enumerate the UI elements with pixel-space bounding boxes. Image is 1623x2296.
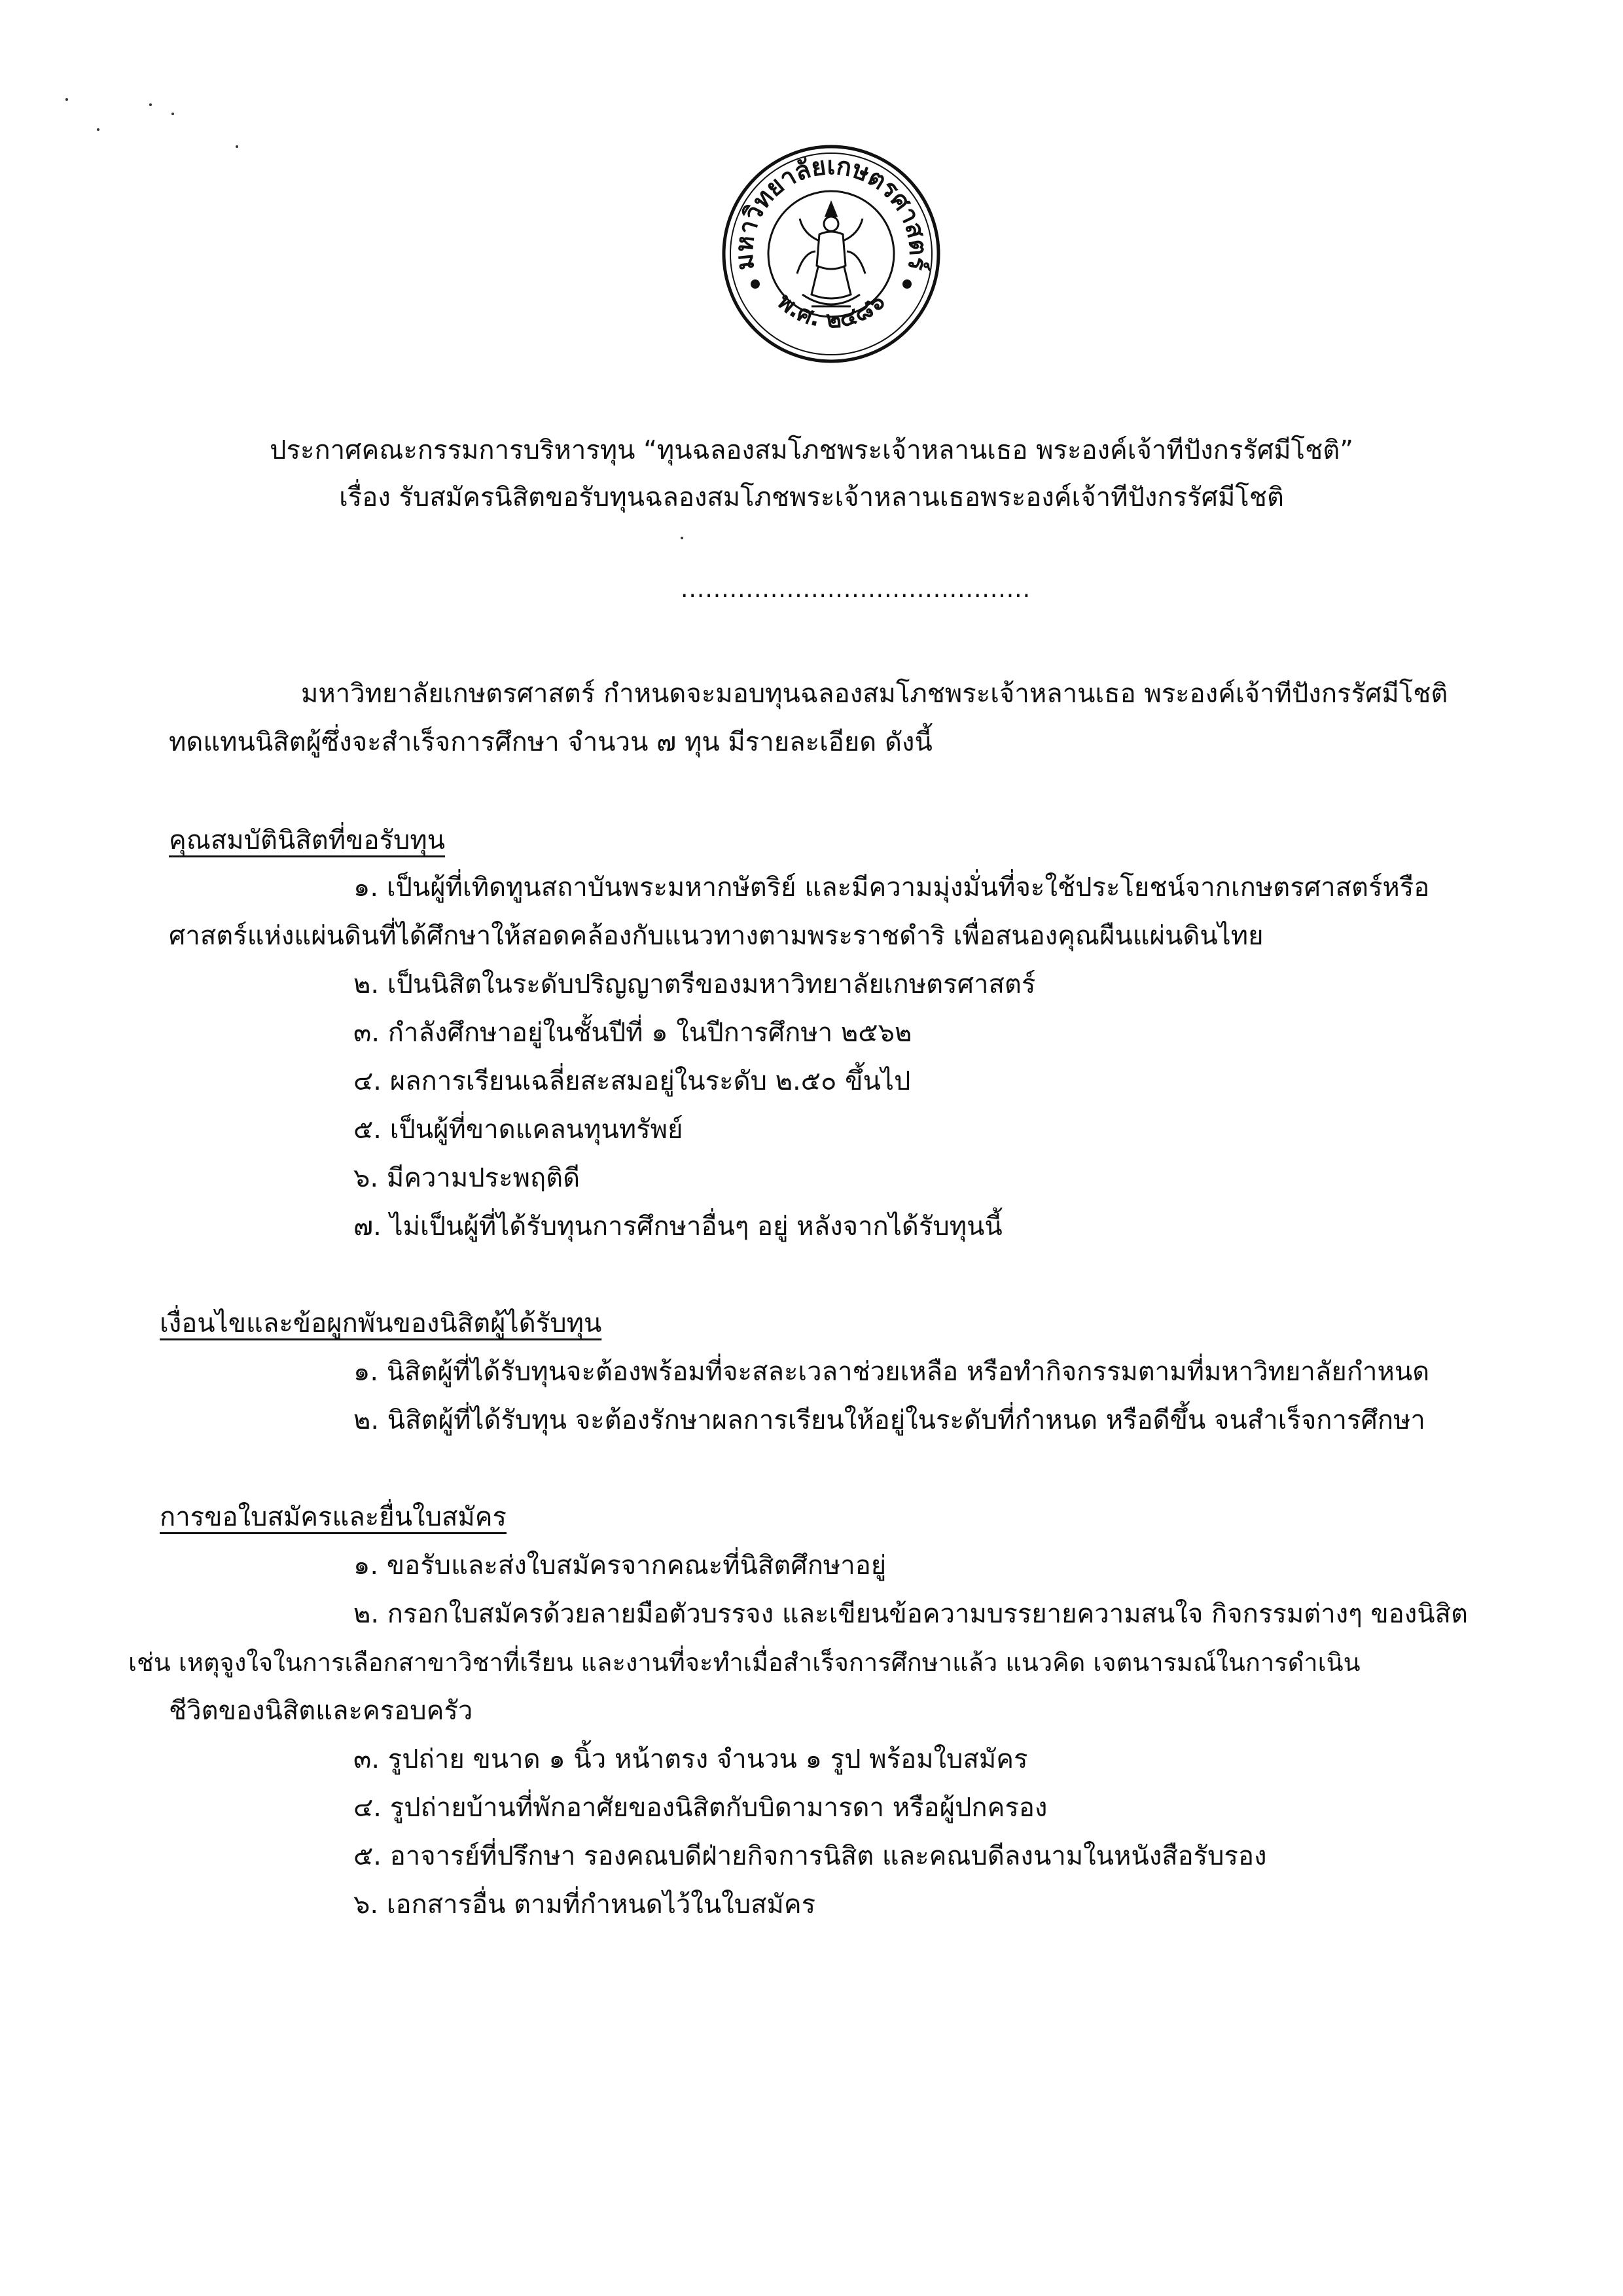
list-item: ๒. นิสิตผู้ที่ได้รับทุน จะต้องรักษาผลการเรียนให้อยู่ในระดับที่กำหนด หรือดีขึ้น จนสำเร็จการศึกษา: [353, 1405, 1425, 1435]
list-item: ๓. กำลังศึกษาอยู่ในชั้นปีที่ ๑ ในปีการศึกษา ๒๕๖๒: [353, 1018, 912, 1048]
intro-line: ทดแทนนิสิตผู้ซึ่งจะสำเร็จการศึกษา จำนวน ๗ ทุน มีรายละเอียด ดังนี้: [169, 727, 933, 757]
scan-speck: [681, 537, 683, 539]
scan-speck: [149, 103, 152, 106]
section-heading-qualifications: คุณสมบัตินิสิตที่ขอรับทุน: [169, 825, 446, 855]
list-item: ๔. ผลการเรียนเฉลี่ยสะสมอยู่ในระดับ ๒.๕๐ ขึ้นไป: [353, 1066, 911, 1096]
list-item: ๑. นิสิตผู้ที่ได้รับทุนจะต้องพร้อมที่จะสละเวลาช่วยเหลือ หรือทำกิจกรรมตามที่มหาวิทยาลัยกำหนด: [353, 1357, 1430, 1387]
scan-speck: [171, 113, 174, 115]
list-item: ๗. ไม่เป็นผู้ที่ได้รับทุนการศึกษาอื่นๆ อยู่ หลังจากได้รับทุนนี้: [353, 1211, 1003, 1242]
scan-speck: [65, 98, 68, 101]
list-item: ๒. เป็นนิสิตในระดับปริญญาตรีของมหาวิทยาลัยเกษตรศาสตร์: [353, 969, 1036, 999]
svg-text:มหาวิทยาลัยเกษตรศาสตร์: มหาวิทยาลัยเกษตรศาสตร์: [729, 151, 933, 272]
list-item: ๖. มีความประพฤติดี: [353, 1163, 580, 1193]
list-item: ๒. กรอกใบสมัครด้วยลายมือตัวบรรจง และเขียนข้อความบรรยายความสนใจ กิจกรรมต่างๆ ของนิสิต: [353, 1599, 1469, 1629]
section-heading-conditions: เงื่อนไขและข้อผูกพันของนิสิตผู้ได้รับทุน: [160, 1308, 602, 1338]
section-heading-application: การขอใบสมัครและยื่นใบสมัคร: [160, 1502, 507, 1532]
university-seal-logo: [720, 143, 942, 365]
list-item-continuation: ชีวิตของนิสิตและครอบครัว: [169, 1696, 473, 1726]
list-item: ๔. รูปถ่ายบ้านที่พักอาศัยของนิสิตกับบิดามารดา หรือผู้ปกครอง: [353, 1793, 1048, 1823]
title-divider: ...........................................: [681, 576, 1031, 603]
list-item: ๕. อาจารย์ที่ปรึกษา รองคณบดีฝ่ายกิจการนิสิต และคณบดีลงนามในหนังสือรับรอง: [353, 1841, 1267, 1871]
list-item: ๓. รูปถ่าย ขนาด ๑ นิ้ว หน้าตรง จำนวน ๑ รูป พร้อมใบสมัคร: [353, 1744, 1028, 1774]
announcement-title: ประกาศคณะกรรมการบริหารทุน “ทุนฉลองสมโภชพระเจ้าหลานเธอ พระองค์เจ้าทีปังกรรัศมีโชติ”: [270, 435, 1353, 465]
list-item: ๖. เอกสารอื่น ตามที่กำหนดไว้ในใบสมัคร: [353, 1890, 816, 1920]
list-item-continuation: ศาสตร์แห่งแผ่นดินที่ได้ศึกษาให้สอดคล้องกับแนวทางตามพระราชดำริ เพื่อสนองคุณผืนแผ่นดินไทย: [169, 921, 1264, 951]
list-item: ๑. ขอรับและส่งใบสมัครจากคณะที่นิสิตศึกษาอยู่: [353, 1551, 887, 1581]
announcement-subject: เรื่อง รับสมัครนิสิตขอรับทุนฉลองสมโภชพระเจ้าหลานเธอพระองค์เจ้าทีปังกรรัศมีโชติ: [339, 482, 1284, 512]
list-item-continuation: เช่น เหตุจูงใจในการเลือกสาขาวิชาที่เรียน และงานที่จะทำเมื่อสำเร็จการศึกษาแล้ว แนวคิด เจตนารมณ์ในการดำเนิน: [128, 1648, 1361, 1677]
scan-speck: [236, 145, 238, 148]
list-item: ๕. เป็นผู้ที่ขาดแคลนทุนทรัพย์: [353, 1115, 683, 1145]
scan-speck: [97, 128, 99, 131]
list-item: ๑. เป็นผู้ที่เทิดทูนสถาบันพระมหากษัตริย์ และมีความมุ่งมั่นที่จะใช้ประโยชน์จากเกษตรศาสตร์หรือ: [353, 872, 1430, 903]
svg-text:พ.ศ. ๒๔๘๖: พ.ศ. ๒๔๘๖: [772, 288, 891, 334]
intro-line: มหาวิทยาลัยเกษตรศาสตร์ กำหนดจะมอบทุนฉลองสมโภชพระเจ้าหลานเธอ พระองค์เจ้าทีปังกรรัศมีโชติ: [301, 679, 1448, 709]
